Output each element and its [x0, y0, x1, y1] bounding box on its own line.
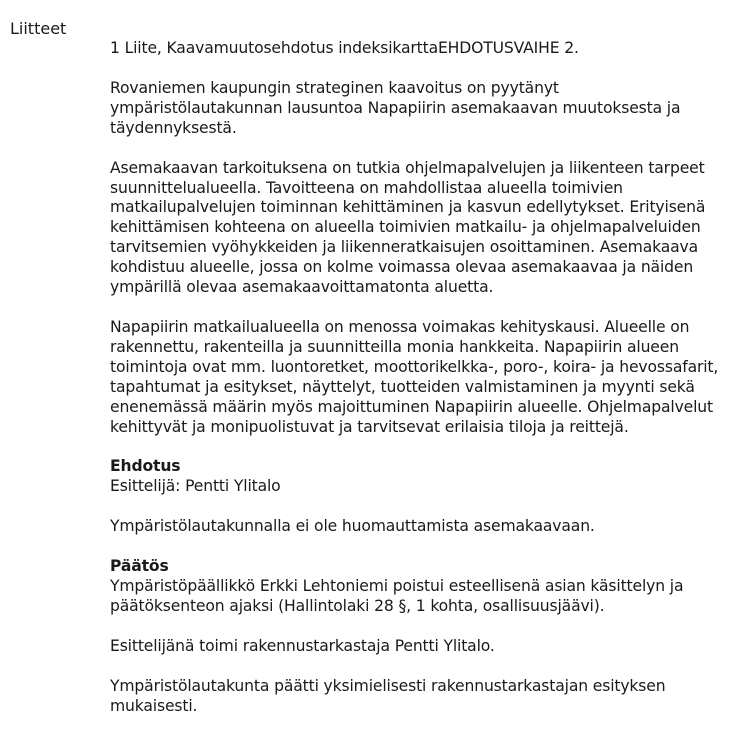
decision-outcome: Ympäristölautakunta päätti yksimielisesti rakennustarkastajan esityksen mukaisesti.	[110, 676, 666, 715]
decision-presenter-note: Esittelijänä toimi rakennustarkastaja Pentti Ylitalo.	[110, 636, 495, 655]
section-label-liitteet: Liitteet	[10, 19, 67, 38]
proposal-text: Ympäristölautakunnalla ei ole huomauttamista asemakaavaan.	[110, 517, 595, 536]
document-body	[110, 39, 722, 737]
paragraph-development: Napapiirin matkailualueella on menossa voimakas kehityskausi. Alueelle on rakennettu, rakenteilla ja suunnitteilla monia hankkeita. Napapiirin alueen toimintoja ovat mm. luontoretket, moottorikelkka-, poro-, koira- ja hevossafarit, tapahtumat ja esitykset, näyttelyt, tuotteiden valmistaminen ja myynti sekä enenemässä määrin myös majoittuminen Napapiirin alueelle. Ohjelmapalvelut kehittyvät ja monipuolistuvat ja tarvitsevat erilaisia tiloja ja reittejä.	[110, 317, 719, 436]
decision-heading: Päätös	[110, 557, 169, 576]
proposal-presenter: Esittelijä: Pentti Ylitalo	[110, 477, 281, 496]
decision-recusal: Ympäristöpäällikkö Erkki Lehtoniemi poistui esteellisenä asian käsittelyn ja päätöksenteon ajaksi (Hallintolaki 28 §, 1 kohta, osallisuusjäävi).	[110, 577, 684, 615]
attachment-item[interactable]: 1 Liite, Kaavamuutosehdotus indeksikarttaEHDOTUSVAIHE 2.	[110, 39, 579, 57]
proposal-heading: Ehdotus	[110, 457, 181, 476]
paragraph-intro: Rovaniemen kaupungin strateginen kaavoitus on pyytänyt ympäristölautakunnan lausuntoa Napapiirin asemakaavan muutoksesta ja täydennyksestä.	[110, 78, 681, 137]
paragraph-purpose: Asemakaavan tarkoituksena on tutkia ohjelmapalvelujen ja liikenteen tarpeet suunnittelualueella. Tavoitteena on mahdollistaa alueella toimivien matkailupalvelujen toiminnan kehittäminen ja kasvun edellytykset. Erityisenä kehittämisen kohteena on alueella toimivien matkailu- ja ohjelmapalveluiden tarvitsemien vyöhykkeiden ja liikenneratkaisujen osoittaminen. Asemakaava kohdistuu alueelle, jossa on kolme voimassa olevaa asemakaavaa ja näiden ympärillä olevaa asemakaavoittamatonta aluetta.	[110, 158, 706, 297]
